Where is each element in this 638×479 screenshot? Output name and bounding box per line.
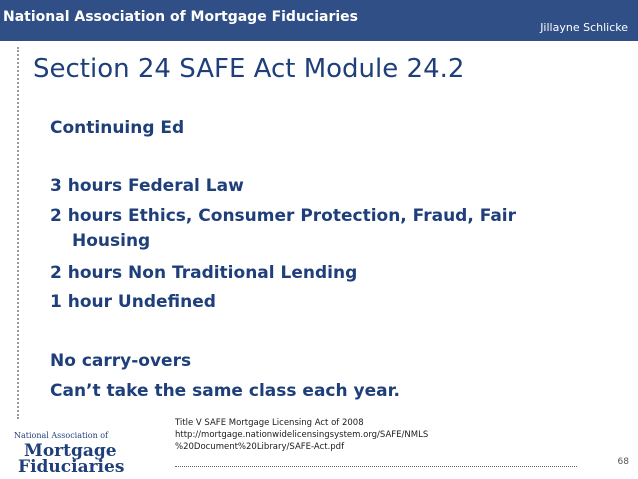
slide-title: Section 24 SAFE Act Module 24.2 (33, 54, 465, 84)
body-line-continuing-ed: Continuing Ed (50, 118, 185, 138)
body-line-no-carryovers: No carry-overs (50, 351, 192, 371)
author-name: Jillayne Schlicke (540, 21, 628, 34)
body-line-undefined: 1 hour Undefined (50, 292, 216, 312)
vertical-dotted-divider (17, 47, 19, 419)
header-bar (0, 0, 638, 41)
body-line-same-class: Can’t take the same class each year. (50, 381, 401, 401)
footnote-line-1: Title V SAFE Mortgage Licensing Act of 2008 (175, 418, 364, 428)
body-line-nontraditional: 2 hours Non Traditional Lending (50, 263, 358, 283)
org-title: National Association of Mortgage Fiduciaries (3, 9, 358, 25)
logo-small-text: National Association of (14, 431, 109, 440)
logo-fiduciaries-text: Fiduciaries (18, 457, 125, 477)
footnote (175, 417, 428, 453)
page-number: 68 (617, 457, 629, 467)
footer-dotted-divider (175, 466, 577, 467)
body-line-federal-law: 3 hours Federal Law (50, 176, 244, 196)
footnote-line-3: %20Document%20Library/SAFE-Act.pdf (175, 442, 345, 452)
logo-mortgage-text: Mortgage (24, 441, 117, 461)
namf-logo (10, 427, 150, 477)
body-line-ethics: 2 hours Ethics, Consumer Protection, Fraud, Fair (50, 206, 517, 226)
body-line-ethics-cont: Housing (72, 231, 151, 251)
footnote-line-2: http://mortgage.nationwidelicensingsystem.org/SAFE/NMLS (175, 430, 429, 440)
